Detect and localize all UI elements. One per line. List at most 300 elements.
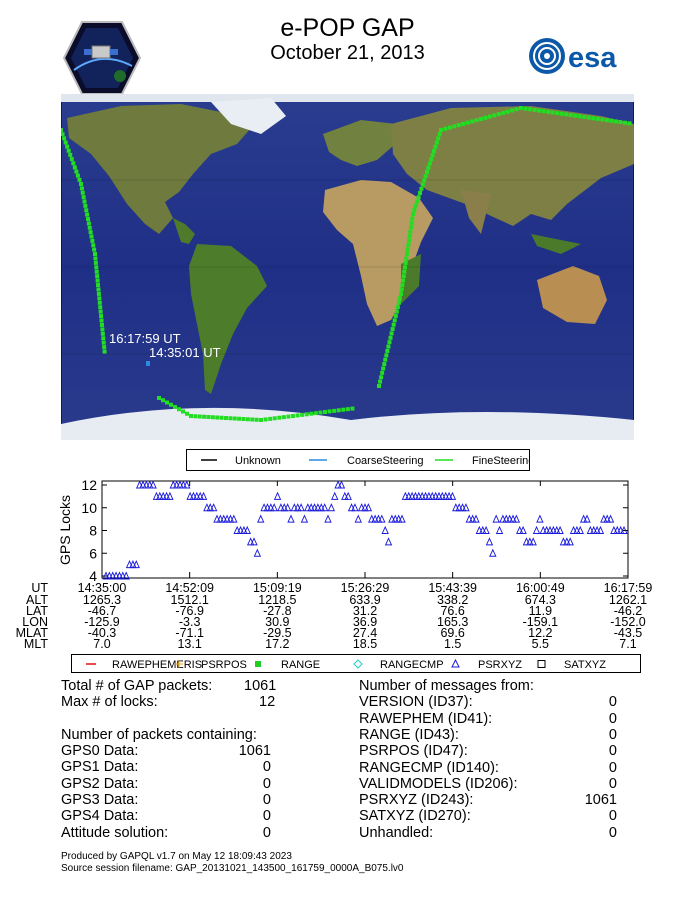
- message-count-row-label: Unhandled:: [359, 824, 434, 841]
- psrxyz-point: [275, 493, 281, 500]
- y-tick-label: 8: [89, 522, 97, 539]
- track-point: [83, 200, 87, 204]
- x-tick-label-lat: -76.9: [175, 604, 204, 618]
- track-point: [250, 418, 254, 422]
- track-point: [309, 412, 313, 416]
- x-tick-label-lon: 165.3: [437, 615, 469, 629]
- track-point: [314, 411, 318, 415]
- track-point: [578, 114, 582, 118]
- track-point: [341, 408, 345, 412]
- track-point: [346, 407, 350, 411]
- message-count-row-value: 0: [608, 808, 617, 825]
- message-count-row-value: 0: [608, 710, 617, 727]
- track-point: [407, 239, 411, 243]
- legend-label: SATXYZ: [564, 659, 606, 671]
- track-point: [173, 405, 177, 409]
- track-point: [86, 217, 90, 221]
- track-point: [79, 182, 83, 186]
- track-point: [207, 415, 211, 419]
- track-point: [401, 279, 405, 283]
- track-point: [533, 108, 537, 112]
- psrxyz-point: [382, 527, 388, 534]
- x-tick-label-mlat: 69.6: [440, 626, 465, 640]
- gps-locks-chart: [0, 476, 695, 656]
- x-tick-label-mlt: 7.1: [619, 637, 637, 651]
- track-point: [400, 288, 404, 292]
- x-tick-label-ut: 14:35:00: [77, 581, 127, 595]
- legend-marker-range: [255, 661, 261, 667]
- gps-data-row-value: 0: [262, 791, 271, 808]
- track-point: [627, 121, 631, 125]
- total-packets-value: 1061: [244, 678, 277, 694]
- track-point: [403, 265, 407, 269]
- legend-label: RANGE: [281, 659, 321, 671]
- psrxyz-point: [386, 538, 392, 545]
- track-point: [90, 239, 94, 243]
- track-point: [431, 153, 435, 157]
- x-tick-label-ut: 15:09:19: [252, 581, 302, 595]
- track-point: [65, 145, 69, 149]
- row-label-lon: LON: [22, 615, 48, 629]
- x-tick-label-mlat: -29.5: [263, 626, 292, 640]
- x-tick-label-mlt: 5.5: [531, 637, 550, 651]
- x-tick-label-ut: 16:17:59: [603, 581, 653, 595]
- gps-data-row-label: GPS1 Data:: [61, 759, 139, 776]
- track-point: [546, 110, 550, 114]
- track-point: [233, 417, 237, 421]
- track-point: [402, 274, 406, 278]
- track-point: [402, 270, 406, 274]
- message-legend: [71, 654, 641, 673]
- x-tick-label-alt: 1218.5: [258, 593, 297, 607]
- track-point: [64, 140, 68, 144]
- track-point: [609, 119, 613, 123]
- legend-label-unknown: Unknown: [235, 455, 281, 467]
- gps-data-row-label: GPS3 Data:: [61, 791, 139, 808]
- track-point: [215, 416, 219, 420]
- x-tick-label-mlat: -71.1: [175, 626, 204, 640]
- x-tick-label-lon: -3.3: [178, 615, 201, 629]
- track-point: [161, 398, 165, 402]
- gps-data-row-value: 0: [262, 759, 271, 776]
- track-point: [452, 124, 456, 128]
- track-point: [470, 119, 474, 123]
- track-point: [582, 115, 586, 119]
- track-point: [177, 407, 181, 411]
- track-point: [259, 418, 263, 422]
- track-point: [555, 111, 559, 115]
- track-point: [198, 415, 202, 419]
- track-point: [432, 149, 436, 153]
- track-point: [497, 112, 501, 116]
- track-point: [605, 118, 609, 122]
- track-point: [97, 296, 101, 300]
- track-point: [323, 410, 327, 414]
- track-point: [600, 118, 604, 122]
- track-point: [424, 174, 428, 178]
- row-label-ut: UT: [31, 581, 48, 595]
- track-point: [391, 327, 395, 331]
- x-tick-label-mlat: 27.4: [352, 626, 378, 640]
- track-point: [408, 230, 412, 234]
- track-point: [95, 274, 99, 278]
- message-count-row-label: VALIDMODELS (ID206):: [359, 775, 518, 792]
- x-tick-label-lat: -27.8: [263, 604, 292, 618]
- track-point: [96, 283, 100, 287]
- x-tick-label-ut: 15:43:39: [428, 581, 478, 595]
- message-count-row-value: 0: [608, 759, 617, 776]
- track-point: [623, 121, 627, 125]
- message-count-row-label: PSRXYZ (ID243):: [359, 792, 474, 809]
- legend-marker-psrxyz: [452, 660, 459, 667]
- track-point: [377, 384, 381, 388]
- track-point: [220, 416, 224, 420]
- track-point: [393, 318, 397, 322]
- message-count-row-label: VERSION (ID37):: [359, 694, 473, 711]
- track-point: [397, 301, 401, 305]
- track-point: [414, 204, 418, 208]
- track-point: [394, 314, 398, 318]
- track-point: [87, 221, 91, 225]
- track-point: [618, 120, 622, 124]
- x-tick-label-lat: 76.6: [440, 604, 465, 618]
- track-point: [399, 292, 403, 296]
- x-tick-label-lon: -125.9: [84, 615, 120, 629]
- max-locks-value: 12: [259, 694, 276, 710]
- track-point: [94, 265, 98, 269]
- track-point: [488, 115, 492, 119]
- packet-stats: [61, 678, 301, 848]
- track-point: [282, 415, 286, 419]
- track-point: [390, 331, 394, 335]
- track-point: [101, 332, 105, 336]
- track-point: [426, 166, 430, 170]
- track-point: [410, 221, 414, 225]
- track-point: [573, 114, 577, 118]
- track-point: [100, 323, 104, 327]
- track-point: [96, 287, 100, 291]
- track-point: [67, 149, 71, 153]
- track-point: [506, 110, 510, 114]
- track-point: [61, 128, 63, 132]
- gps-data-row-value: 0: [262, 808, 271, 825]
- track-point: [350, 407, 354, 411]
- footer-source: Source session filename: GAP_20131021_143500_161759_0000A_B075.lv0: [61, 863, 404, 874]
- track-point: [228, 416, 232, 420]
- containing-heading: Number of packets containing:: [61, 727, 257, 743]
- legend-label: PSRPOS: [201, 659, 247, 671]
- track-point: [551, 110, 555, 114]
- track-point: [501, 111, 505, 115]
- track-point: [428, 162, 432, 166]
- legend-label: PSRXYZ: [478, 659, 523, 671]
- map-legend: [186, 449, 530, 471]
- message-count-row-value: 0: [608, 824, 617, 841]
- message-count-row-label: PSRPOS (ID47):: [359, 743, 468, 760]
- x-tick-label-lat: 31.2: [352, 604, 378, 618]
- track-point: [380, 371, 384, 375]
- track-point: [412, 208, 416, 212]
- row-label-mlt: MLT: [23, 637, 48, 651]
- track-point: [242, 417, 246, 421]
- track-point: [564, 112, 568, 116]
- track-point: [318, 411, 322, 415]
- x-tick-label-alt: 1512.1: [170, 593, 209, 607]
- x-tick-label-alt: 338.2: [437, 593, 469, 607]
- track-point: [100, 319, 104, 323]
- track-point: [415, 199, 419, 203]
- message-count-row-value: 0: [608, 694, 617, 711]
- track-point: [77, 178, 81, 182]
- x-tick-label-alt: 633.9: [349, 593, 381, 607]
- x-tick-label-mlt: 17.2: [265, 637, 290, 651]
- gps-data-row-value: 1061: [238, 743, 271, 759]
- track-point: [291, 414, 295, 418]
- track-point: [448, 126, 452, 130]
- track-point: [237, 417, 241, 421]
- track-point: [83, 204, 87, 208]
- gps-data-row-label: Attitude solution:: [61, 824, 169, 841]
- track-point: [383, 358, 387, 362]
- track-point: [457, 123, 461, 127]
- gps-data-row-label: GPS4 Data:: [61, 808, 139, 825]
- coarse-steering-marker: [146, 361, 150, 366]
- message-count-row-value: 0: [608, 775, 617, 792]
- track-point: [94, 261, 98, 265]
- track-point: [264, 417, 268, 421]
- gps-data-row-label: GPS0 Data:: [61, 743, 139, 759]
- x-tick-label-mlat: -40.3: [87, 626, 117, 640]
- track-point: [224, 416, 228, 420]
- psrxyz-point: [288, 516, 294, 523]
- track-point: [185, 412, 189, 416]
- track-point: [337, 408, 341, 412]
- x-tick-label-mlt: 1.5: [443, 637, 462, 651]
- track-point: [68, 153, 72, 157]
- x-tick-label-alt: 1265.3: [82, 593, 122, 607]
- track-point: [421, 183, 425, 187]
- track-point: [255, 418, 259, 422]
- psrxyz-point: [325, 516, 331, 523]
- track-point: [76, 174, 80, 178]
- track-point: [102, 345, 106, 349]
- x-tick-label-mlt: 18.5: [352, 637, 378, 651]
- track-point: [379, 375, 383, 379]
- track-point: [386, 345, 390, 349]
- track-point: [268, 417, 272, 421]
- track-point: [433, 145, 437, 149]
- track-point: [103, 350, 107, 354]
- track-point: [404, 256, 408, 260]
- track-start-label: 14:35:01 UT: [149, 345, 221, 360]
- x-tick-label-lon: -152.0: [610, 615, 646, 629]
- track-point: [100, 327, 104, 331]
- track-point: [328, 409, 332, 413]
- track-point: [84, 208, 88, 212]
- x-tick-label-lat: 11.9: [528, 604, 553, 618]
- track-point: [93, 256, 97, 260]
- footer-produced: Produced by GAPQL v1.7 on May 12 18:09:43 2023: [61, 851, 292, 862]
- track-point: [411, 212, 415, 216]
- message-count-row-label: RANGE (ID43):: [359, 726, 459, 743]
- track-point: [587, 116, 591, 120]
- track-point: [81, 191, 85, 195]
- track-point: [406, 243, 410, 247]
- y-tick-label: 10: [81, 499, 97, 516]
- track-point: [435, 141, 439, 145]
- track-point: [286, 415, 290, 419]
- track-point: [89, 230, 93, 234]
- psrxyz-point: [355, 516, 361, 523]
- x-tick-label-mlat: 12.2: [528, 626, 553, 640]
- track-point: [189, 414, 193, 418]
- psrxyz-point: [537, 516, 543, 523]
- track-point: [85, 213, 89, 217]
- track-point: [61, 132, 65, 136]
- psrxyz-point: [328, 504, 334, 511]
- track-point: [392, 323, 396, 327]
- track-point: [614, 119, 618, 123]
- track-point: [193, 414, 197, 418]
- track-point: [88, 226, 92, 230]
- x-tick-label-ut: 14:52:09: [165, 581, 215, 595]
- track-point: [461, 122, 465, 126]
- track-point: [410, 216, 414, 220]
- track-point: [202, 415, 206, 419]
- x-tick-label-mlt: 7.0: [93, 637, 111, 651]
- track-point: [510, 108, 514, 112]
- message-count-row-value: 0: [608, 726, 617, 743]
- track-point: [381, 366, 385, 370]
- track-point: [425, 170, 429, 174]
- track-point: [436, 136, 440, 140]
- track-point: [466, 121, 470, 125]
- x-tick-label-mlt: 13.1: [177, 637, 202, 651]
- track-point: [515, 107, 519, 111]
- track-point: [62, 136, 66, 140]
- track-point: [483, 116, 487, 120]
- track-point: [277, 416, 281, 420]
- message-count-row-label: RAWEPHEM (ID41):: [359, 710, 493, 727]
- message-count-row-label: SATXYZ (ID270):: [359, 808, 471, 825]
- legend-label-fine: FineSteering: [472, 455, 529, 467]
- x-tick-label-lon: 36.9: [352, 615, 378, 629]
- psrxyz-point: [534, 527, 540, 534]
- row-label-alt: ALT: [26, 593, 48, 607]
- track-point: [417, 195, 421, 199]
- track-point: [443, 127, 447, 131]
- track-point: [396, 305, 400, 309]
- track-point: [165, 401, 169, 405]
- psrxyz-point: [332, 493, 338, 500]
- svg-text:esa: esa: [568, 42, 617, 74]
- psrxyz-point: [497, 527, 503, 534]
- track-point: [101, 336, 105, 340]
- track-point: [97, 292, 101, 296]
- track-point: [71, 161, 75, 165]
- track-point: [542, 109, 546, 113]
- track-point: [382, 362, 386, 366]
- y-tick-label: 4: [89, 568, 97, 584]
- page-date: October 21, 2013: [270, 42, 425, 64]
- gps-data-row-label: GPS2 Data:: [61, 775, 139, 792]
- row-label-mlat: MLAT: [15, 626, 48, 640]
- track-point: [405, 252, 409, 256]
- track-point: [475, 118, 479, 122]
- x-tick-label-alt: 1262.1: [608, 593, 648, 607]
- track-point: [479, 117, 483, 121]
- message-count-row-label: RANGECMP (ID140):: [359, 759, 499, 776]
- track-point: [70, 157, 74, 161]
- track-point: [560, 112, 564, 116]
- track-point: [90, 235, 94, 239]
- track-point: [102, 341, 106, 345]
- track-point: [300, 413, 304, 417]
- total-packets-label: Total # of GAP packets:: [61, 678, 213, 694]
- track-point: [80, 186, 84, 190]
- track-point: [492, 113, 496, 117]
- track-point: [211, 415, 215, 419]
- y-tick-label: 6: [89, 545, 97, 562]
- track-point: [181, 410, 185, 414]
- psrxyz-point: [301, 516, 307, 523]
- messages-heading: Number of messages from:: [359, 678, 534, 694]
- world-map: [61, 94, 634, 440]
- track-point: [418, 191, 422, 195]
- psrxyz-point: [258, 516, 264, 523]
- message-stats: [359, 678, 629, 848]
- x-tick-label-lon: -159.1: [522, 615, 559, 629]
- track-point: [569, 113, 573, 117]
- track-point: [519, 106, 523, 110]
- legend-marker-satxyz: [538, 661, 545, 668]
- track-point: [591, 116, 595, 120]
- track-point: [95, 270, 99, 274]
- track-point: [96, 279, 100, 283]
- track-point: [395, 310, 399, 314]
- track-point: [74, 170, 78, 174]
- track-point: [378, 380, 382, 384]
- psrxyz-point: [490, 550, 496, 557]
- track-point: [596, 117, 600, 121]
- x-tick-label-lon: 30.9: [265, 615, 290, 629]
- gps-data-row-value: 0: [262, 824, 271, 841]
- legend-label: RANGECMP: [380, 659, 444, 671]
- track-point: [246, 417, 250, 421]
- track-point: [99, 310, 103, 314]
- track-point: [406, 248, 410, 252]
- track-point: [305, 412, 309, 416]
- x-tick-label-ut: 15:26:29: [340, 581, 390, 595]
- track-point: [389, 336, 393, 340]
- track-point: [73, 165, 77, 169]
- legend-label-coarse: CoarseSteering: [347, 455, 424, 467]
- y-axis-label: GPS Locks: [57, 494, 73, 566]
- gps-data-row-value: 0: [262, 775, 271, 792]
- track-point: [157, 396, 161, 400]
- track-point: [332, 409, 336, 413]
- track-point: [384, 353, 388, 357]
- track-point: [99, 314, 103, 318]
- track-point: [419, 187, 423, 191]
- track-point: [92, 248, 96, 252]
- mission-logo: [62, 20, 142, 96]
- track-point: [524, 107, 528, 111]
- x-tick-label-lat: -46.7: [87, 604, 117, 618]
- track-point: [528, 107, 532, 111]
- x-tick-label-mlat: -43.5: [613, 626, 643, 640]
- row-label-lat: LAT: [26, 604, 48, 618]
